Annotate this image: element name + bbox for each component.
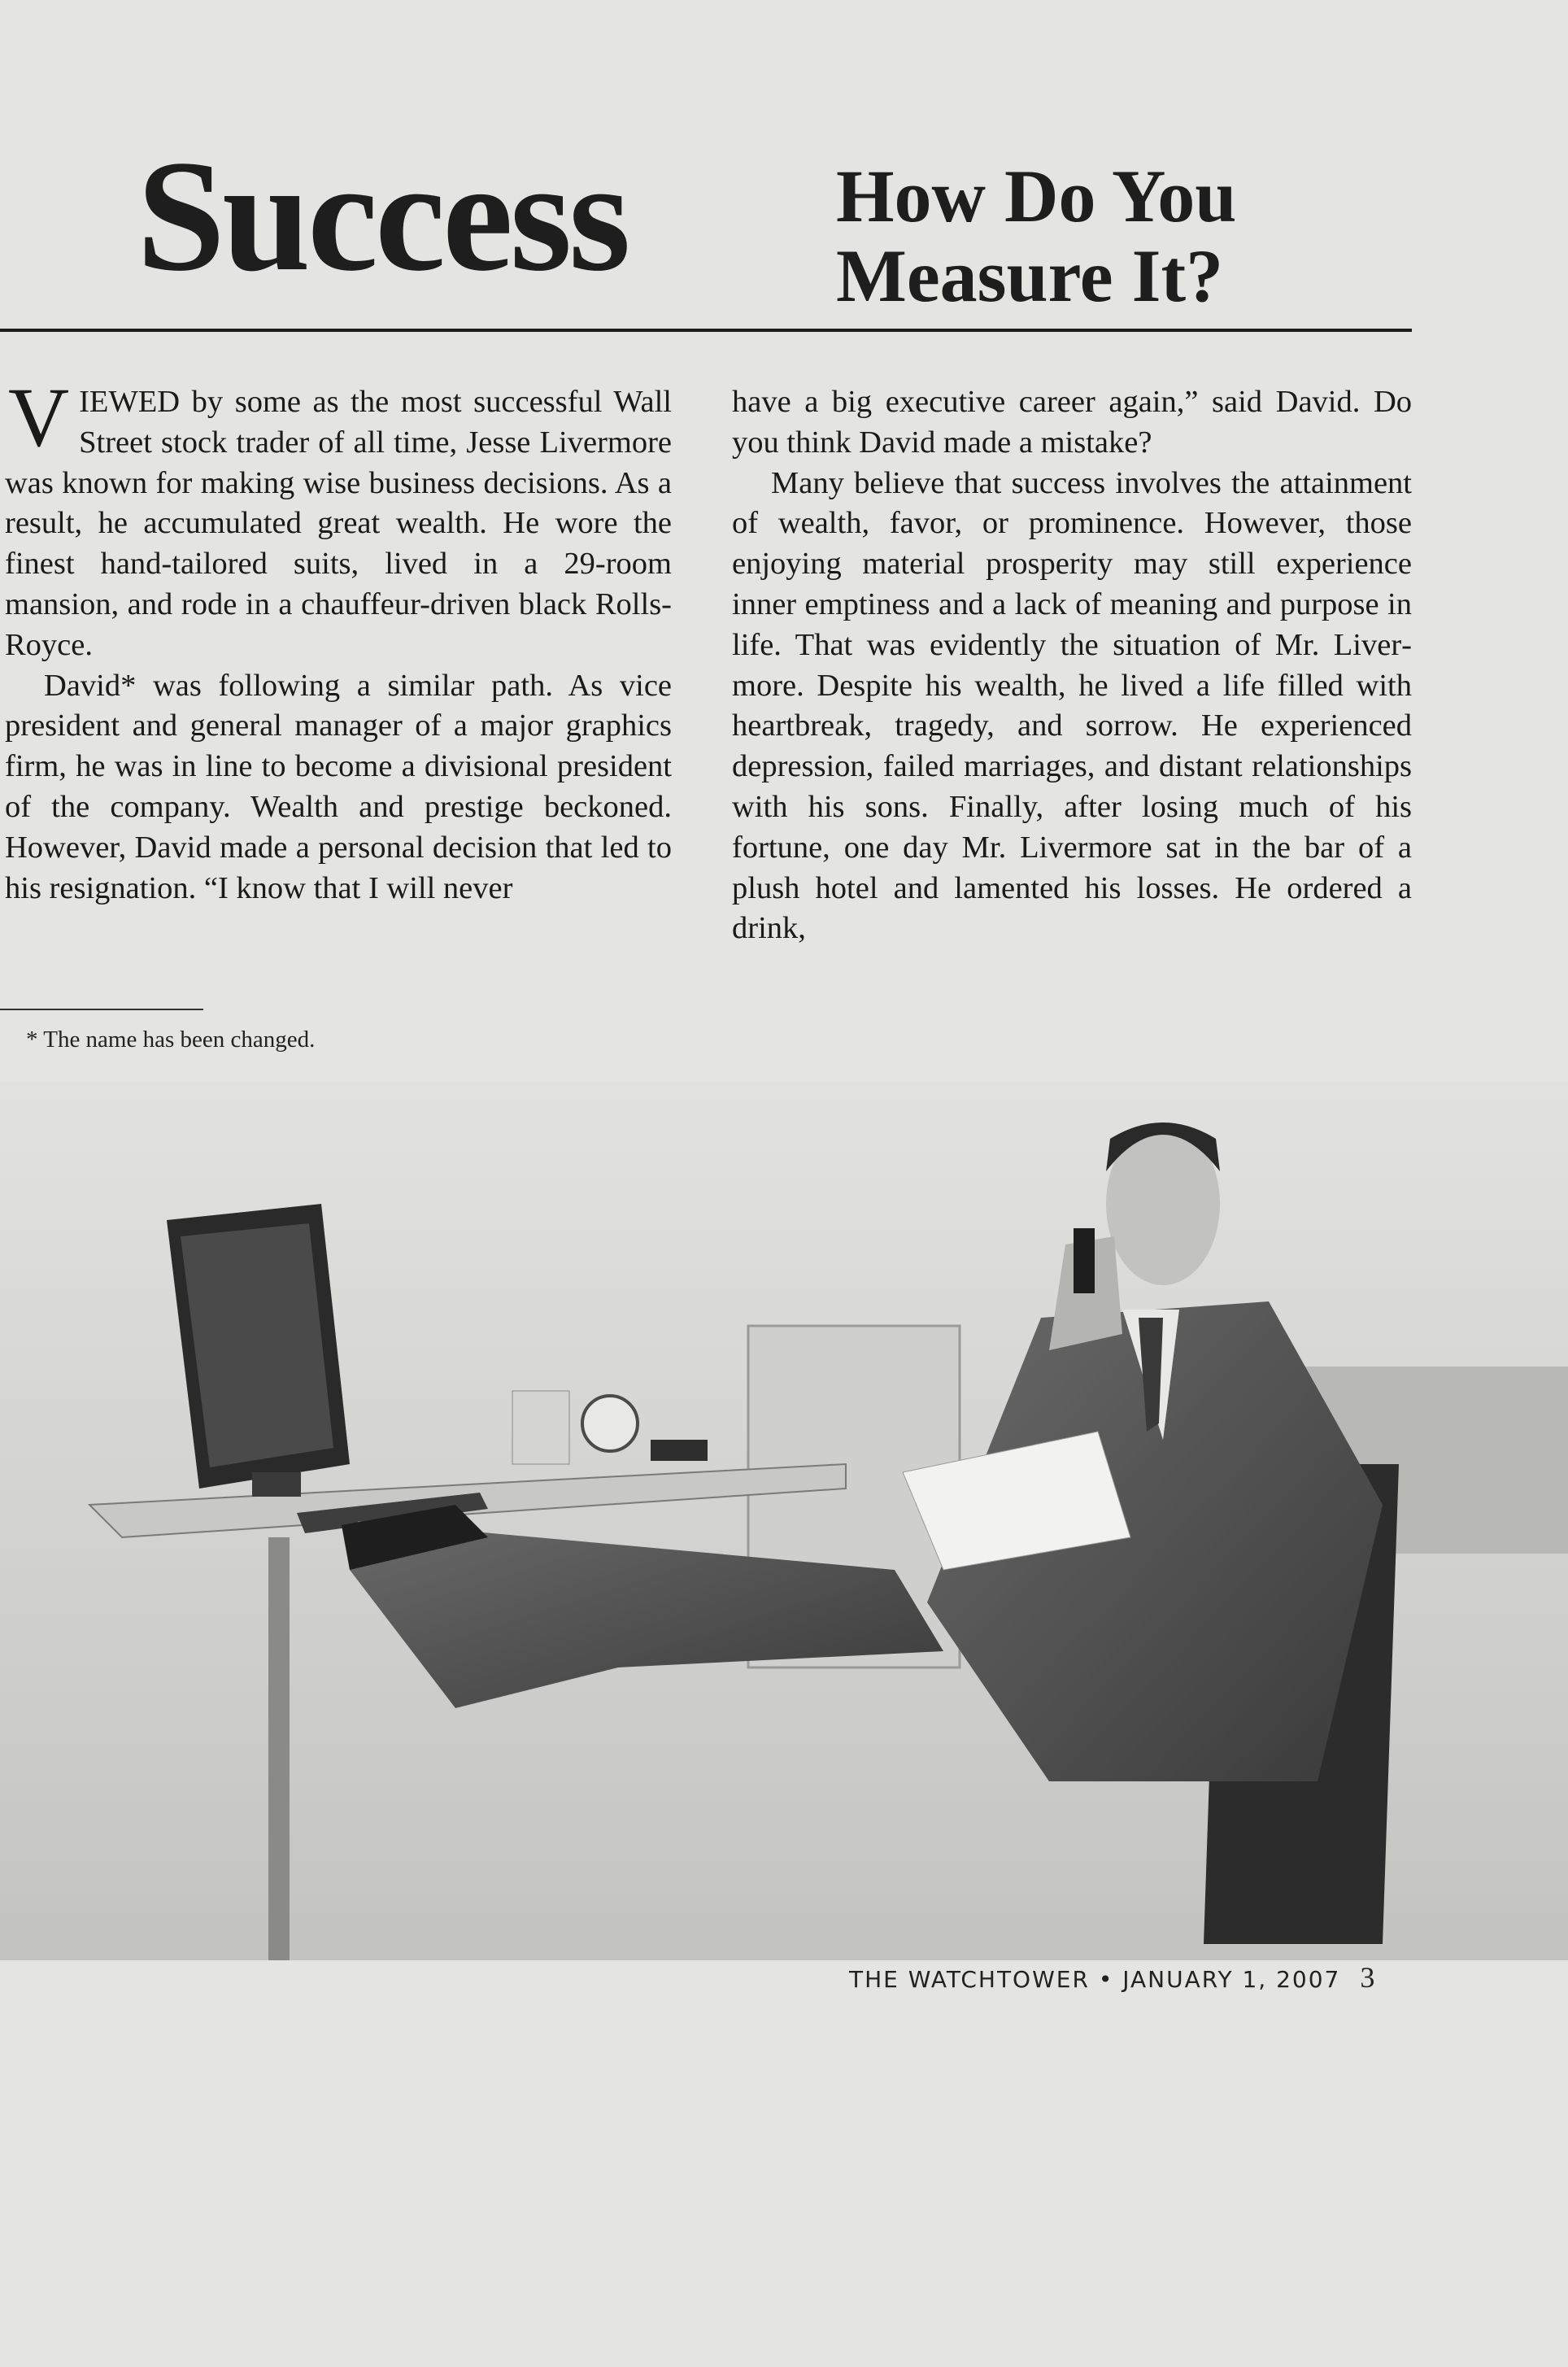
- pen-holder: [512, 1391, 569, 1464]
- footnote-rule: [0, 1009, 203, 1010]
- desk-leg: [268, 1537, 290, 1960]
- article-title: Success: [137, 128, 628, 304]
- article-subtitle: [836, 156, 1236, 316]
- footnote: * The name has been changed.: [26, 1027, 316, 1053]
- dropcap: V: [8, 371, 70, 464]
- mobile-phone: [1074, 1228, 1095, 1293]
- office-photo: [0, 1082, 1568, 2367]
- paragraph: [5, 371, 672, 666]
- desk-phone: [651, 1440, 708, 1461]
- subtitle-line-1: How Do You: [836, 155, 1237, 238]
- desk-clock: [582, 1396, 638, 1451]
- footer-separator: •: [1098, 1966, 1114, 1993]
- businessman-illustration: [0, 1082, 1568, 1960]
- monitor-stand: [252, 1472, 301, 1497]
- paragraph-text: IEWED by some as the most successful Wall Street stock trader of all time, Jesse Livermore was known for making wise business decisions. As a result, he accumulated great wealth. He wore the finest hand-tailored suits, lived in a 29-room mansion, and rode in a chauffeur-driven black Rolls-Royce.: [5, 385, 672, 662]
- issue-date: JANUARY 1, 2007: [1122, 1966, 1341, 1993]
- title-rule: [0, 329, 1412, 332]
- page-footer: [849, 1960, 1374, 1994]
- paragraph: David* was following a similar path. As vice president and general manager of a major graphics firm, he was in line to become a divisional president of the company. Wealth and prestige beckoned. However, David made a personal decision that led to his resignation. “I know that I will never: [5, 668, 672, 905]
- paragraph: have a big executive career again,” said David. Do you think David made a mistake?: [732, 385, 1412, 460]
- page-number: 3: [1360, 1961, 1375, 1994]
- subtitle-line-2: Measure It?: [836, 234, 1224, 317]
- left-column: [5, 371, 672, 909]
- publication-name: THE WATCHTOWER: [849, 1966, 1090, 1993]
- right-column: [732, 382, 1412, 949]
- paragraph: Many believe that success involves the attainment of wealth, favor, or prominence. However, those enjoying material prosperity may still experience inner emptiness and a lack of meaning and purpose in life. That was evidently the situation of Mr. Livermore. Despite his wealth, he lived a life filled with heartbreak, tragedy, and sorrow. He experienced depression, failed marriages, and distant relationships with his sons. Finally, after losing much of his fortune, one day Mr. Livermore sat in the bar of a plush hotel and lamented his losses. He ordered a drink,: [732, 465, 1412, 946]
